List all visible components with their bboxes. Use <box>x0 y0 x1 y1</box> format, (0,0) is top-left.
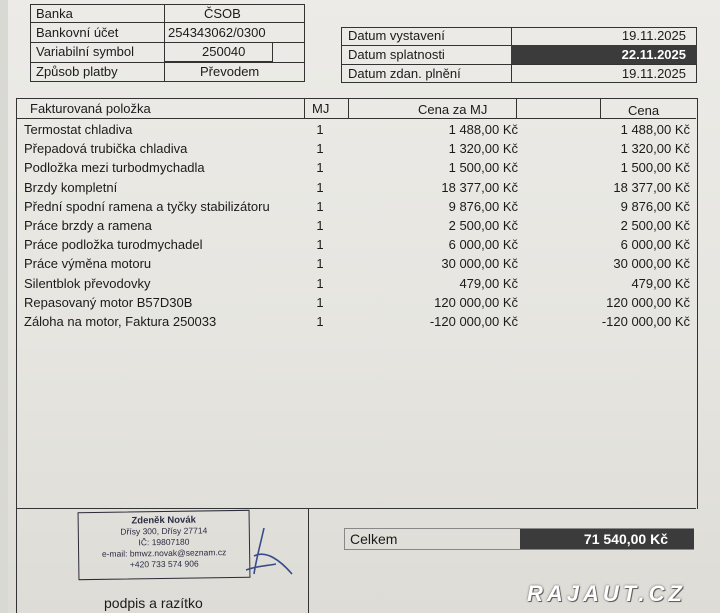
row-quantity: 1 <box>316 276 324 291</box>
stamp-email: e-mail: bmwz.novak@seznam.cz <box>101 547 227 559</box>
row-item-name: Podložka mezi turbodmychadla <box>24 160 205 175</box>
row-item-name: Záloha na motor, Faktura 250033 <box>24 314 217 329</box>
row-quantity: 1 <box>316 314 324 329</box>
row-quantity: 1 <box>316 218 324 233</box>
stamp-ic: IČ: 19807180 <box>138 536 190 548</box>
total-value: 71 540,00 Kč <box>583 531 668 547</box>
header-price: Cena <box>628 103 660 118</box>
variable-symbol-value: 250040 <box>202 44 246 59</box>
account-value: 254343062/0300 <box>168 25 266 40</box>
stamp-address: Dřísy 300, Dřísy 27714 <box>120 525 208 537</box>
row-total-price: 18 377,00 Kč <box>613 180 690 195</box>
row-item-name: Silentblok převodovky <box>24 276 151 291</box>
bank-value: ČSOB <box>204 6 241 21</box>
row-total-price: 120 000,00 Kč <box>606 295 690 310</box>
row-total-price: -120 000,00 Kč <box>601 314 690 329</box>
row-unit-price: 120 000,00 Kč <box>434 295 518 310</box>
bank-label: Banka <box>36 6 73 21</box>
invoice-page <box>8 0 720 613</box>
row-total-price: 1 320,00 Kč <box>620 141 690 156</box>
header-qty: MJ <box>312 101 330 116</box>
row-quantity: 1 <box>316 160 324 175</box>
total-label: Celkem <box>350 531 398 547</box>
row-unit-price: 1 500,00 Kč <box>448 160 518 175</box>
row-total-price: 479,00 Kč <box>631 276 690 291</box>
row-total-price: 1 500,00 Kč <box>620 160 690 175</box>
due-date-value: 22.11.2025 <box>621 47 686 62</box>
row-quantity: 1 <box>316 295 324 310</box>
row-unit-price: 9 876,00 Kč <box>448 199 518 214</box>
row-unit-price: 1 488,00 Kč <box>448 122 518 137</box>
variable-symbol-label: Variabilní symbol <box>36 44 135 59</box>
row-unit-price: 30 000,00 Kč <box>441 256 518 271</box>
signature-label: podpis a razítko <box>104 595 203 611</box>
due-date-label: Datum splatnosti <box>348 47 445 62</box>
row-item-name: Práce podložka turodmychadel <box>24 237 203 252</box>
row-item-name: Práce výměna motoru <box>24 256 152 271</box>
row-unit-price: 6 000,00 Kč <box>448 237 518 252</box>
row-total-price: 6 000,00 Kč <box>620 237 690 252</box>
row-total-price: 9 876,00 Kč <box>620 199 690 214</box>
row-item-name: Přepadová trubička chladiva <box>24 141 188 156</box>
taxable-date-label: Datum zdan. plnění <box>348 66 461 81</box>
row-quantity: 1 <box>316 256 324 271</box>
row-quantity: 1 <box>316 180 324 195</box>
row-total-price: 30 000,00 Kč <box>613 256 690 271</box>
company-stamp <box>78 510 251 580</box>
site-watermark: RAJAUT.CZ <box>526 581 686 606</box>
row-item-name: Přední spodní ramena a tyčky stabilizátoru <box>24 199 270 214</box>
row-unit-price: -120 000,00 Kč <box>429 314 518 329</box>
row-total-price: 1 488,00 Kč <box>620 122 690 137</box>
account-label: Bankovní účet <box>36 25 119 40</box>
row-quantity: 1 <box>316 122 324 137</box>
row-quantity: 1 <box>316 237 324 252</box>
row-total-price: 2 500,00 Kč <box>620 218 690 233</box>
row-item-name: Brzdy kompletní <box>24 180 118 195</box>
row-unit-price: 1 320,00 Kč <box>448 141 518 156</box>
stamp-name: Zdeněk Novák <box>131 514 196 527</box>
row-unit-price: 479,00 Kč <box>459 276 518 291</box>
row-item-name: Repasovaný motor B57D30B <box>24 295 193 310</box>
payment-method-label: Způsob platby <box>36 64 118 79</box>
stamp-phone: +420 733 574 906 <box>129 558 199 570</box>
row-unit-price: 18 377,00 Kč <box>441 180 518 195</box>
row-quantity: 1 <box>316 141 324 156</box>
payment-method-value: Převodem <box>200 64 260 79</box>
issued-date-label: Datum vystavení <box>348 28 445 43</box>
issued-date-value: 19.11.2025 <box>621 28 686 43</box>
handwritten-signature <box>236 520 306 580</box>
header-item: Fakturovaná položka <box>30 101 151 116</box>
header-unit-price: Cena za MJ <box>418 102 488 117</box>
row-quantity: 1 <box>316 199 324 214</box>
taxable-date-value: 19.11.2025 <box>621 66 686 81</box>
row-item-name: Práce brzdy a ramena <box>24 218 152 233</box>
row-item-name: Termostat chladiva <box>24 122 133 137</box>
row-unit-price: 2 500,00 Kč <box>448 218 518 233</box>
